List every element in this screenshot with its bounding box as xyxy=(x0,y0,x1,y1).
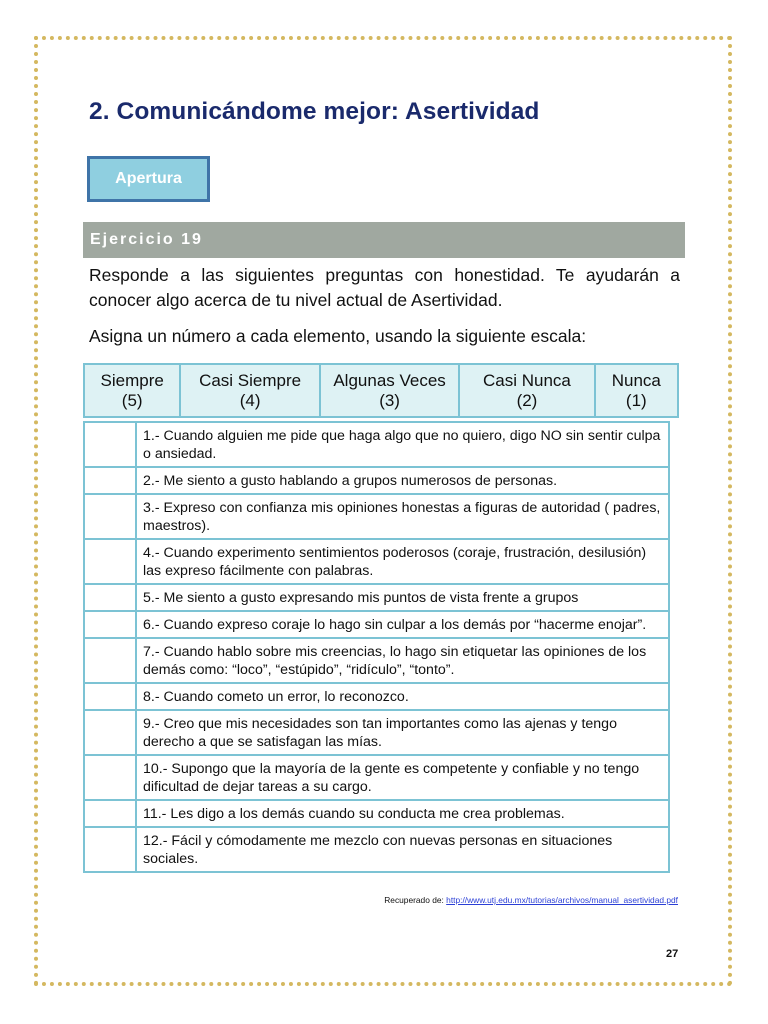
scale-value: (2) xyxy=(516,390,538,410)
answer-cell[interactable] xyxy=(84,755,136,800)
questionnaire-table xyxy=(83,421,670,873)
scale-cell-algunas-veces xyxy=(320,364,459,417)
scale-label: Casi Nunca xyxy=(483,370,571,390)
scale-value: (5) xyxy=(121,390,143,410)
answer-cell[interactable] xyxy=(84,611,136,638)
question-text: 6.- Cuando expreso coraje lo hago sin culpar a los demás por “hacerme enojar”. xyxy=(136,611,669,638)
scale-intro: Asigna un número a cada elemento, usando la siguiente escala: xyxy=(89,326,587,346)
answer-cell[interactable] xyxy=(84,494,136,539)
question-text: 3.- Expreso con confianza mis opiniones honestas a figuras de autoridad ( padres, maestros). xyxy=(136,494,669,539)
answer-cell[interactable] xyxy=(84,467,136,494)
instructions-paragraph: Responde a las siguientes preguntas con honestidad. Te ayudarán a conocer algo acerca de tu nivel actual de Asertividad. xyxy=(89,265,680,310)
question-text: 12.- Fácil y cómodamente me mezclo con nuevas personas en situaciones sociales. xyxy=(136,827,669,872)
table-row xyxy=(84,755,669,800)
page-title: 2. Comunicándome mejor: Asertividad xyxy=(89,98,540,125)
scale-row xyxy=(84,364,678,417)
scale-value: (4) xyxy=(239,390,261,410)
question-text: 10.- Supongo que la mayoría de la gente es competente y confiable y no tengo dificultad de dejar tareas a su cargo. xyxy=(136,755,669,800)
answer-cell[interactable] xyxy=(84,539,136,584)
answer-cell[interactable] xyxy=(84,422,136,467)
question-text: 1.- Cuando alguien me pide que haga algo que no quiero, digo NO sin sentir culpa o ansiedad. xyxy=(136,422,669,467)
table-row xyxy=(84,611,669,638)
answer-cell[interactable] xyxy=(84,638,136,683)
table-row xyxy=(84,683,669,710)
question-text: 5.- Me siento a gusto expresando mis puntos de vista frente a grupos xyxy=(136,584,669,611)
scale-cell-casi-nunca xyxy=(459,364,594,417)
scale-label: Nunca xyxy=(611,370,661,390)
scale-label: Algunas Veces xyxy=(333,370,446,390)
scale-label: Casi Siempre xyxy=(199,370,302,390)
answer-cell[interactable] xyxy=(84,683,136,710)
section-label-box xyxy=(87,156,210,202)
answer-cell[interactable] xyxy=(84,710,136,755)
question-text: 11.- Les digo a los demás cuando su conducta me crea problemas. xyxy=(136,800,669,827)
answer-cell[interactable] xyxy=(84,827,136,872)
table-row xyxy=(84,638,669,683)
exercise-header xyxy=(83,222,685,258)
scale-value: (3) xyxy=(379,390,400,410)
citation-link[interactable]: http://www.utj.edu.mx/tutorias/archivos/manual_asertividad.pdf xyxy=(446,895,678,905)
citation-prefix: Recuperado de: xyxy=(384,895,444,905)
table-row xyxy=(84,710,669,755)
section-label: Apertura xyxy=(115,170,182,187)
question-text: 4.- Cuando experimento sentimientos poderosos (coraje, frustración, desilusión) las expreso fácilmente con palabras. xyxy=(136,539,669,584)
table-row xyxy=(84,800,669,827)
exercise-label: Ejercicio 19 xyxy=(90,231,203,248)
table-row xyxy=(84,494,669,539)
scale-value: (1) xyxy=(625,390,647,410)
table-row xyxy=(84,827,669,872)
table-row xyxy=(84,584,669,611)
scale-table xyxy=(83,363,679,418)
scale-cell-casi-siempre xyxy=(180,364,320,417)
scale-label: Siempre xyxy=(100,370,164,390)
answer-cell[interactable] xyxy=(84,584,136,611)
table-row xyxy=(84,422,669,467)
scale-cell-siempre xyxy=(84,364,180,417)
citation xyxy=(384,895,678,905)
question-text: 9.- Creo que mis necesidades son tan importantes como las ajenas y tengo derecho a que se satisfagan las mías. xyxy=(136,710,669,755)
scale-cell-nunca xyxy=(595,364,678,417)
question-text: 8.- Cuando cometo un error, lo reconozco. xyxy=(136,683,669,710)
page-number: 27 xyxy=(666,948,679,960)
table-row xyxy=(84,467,669,494)
table-row xyxy=(84,539,669,584)
question-text: 2.- Me siento a gusto hablando a grupos numerosos de personas. xyxy=(136,467,669,494)
question-text: 7.- Cuando hablo sobre mis creencias, lo hago sin etiquetar las opiniones de los demás como: “loco”, “estúpido”, “ridículo”, “tonto”. xyxy=(136,638,669,683)
answer-cell[interactable] xyxy=(84,800,136,827)
